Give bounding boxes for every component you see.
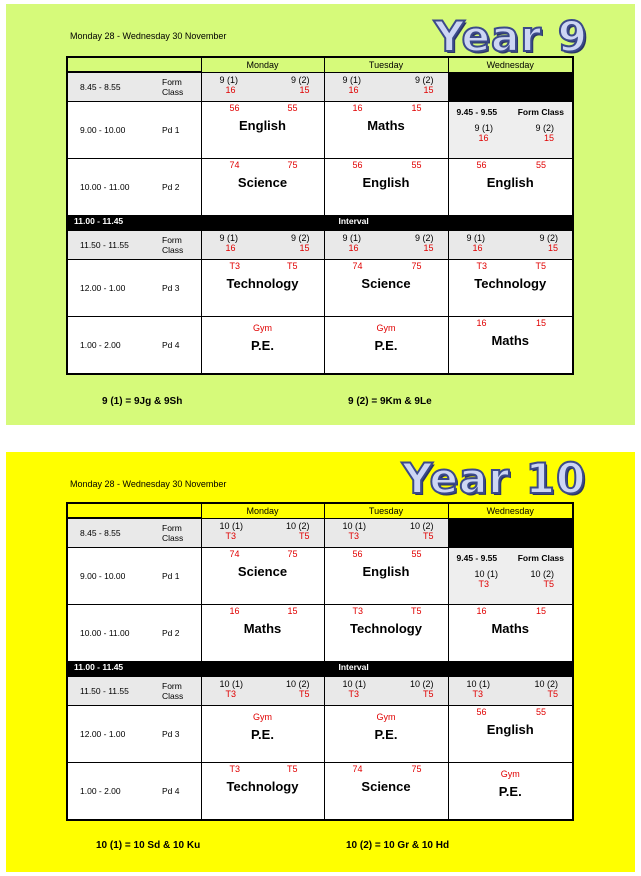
subject: English	[486, 722, 534, 737]
room-b: 15	[535, 318, 546, 328]
subject: Maths	[491, 333, 530, 348]
table-row	[67, 231, 573, 260]
subject: Science	[237, 564, 288, 579]
room-a: T3	[225, 689, 237, 699]
timetable	[66, 56, 574, 375]
period-name: Pd 2	[162, 628, 180, 638]
room-a: 16	[476, 606, 487, 616]
room-a: T3	[229, 261, 241, 271]
timetable	[66, 502, 574, 821]
form-class-cell	[325, 231, 448, 253]
room-a: 56	[229, 103, 240, 113]
room-row	[202, 605, 324, 616]
room-b: 55	[411, 160, 422, 170]
subject: Maths	[491, 621, 530, 636]
room-b: T5	[535, 261, 546, 271]
form-class-cell	[449, 677, 573, 699]
form-group-a: 10 (1)	[219, 679, 244, 689]
form-group-b: 9 (2)	[535, 123, 554, 133]
room-row	[325, 763, 448, 774]
interval-row	[67, 662, 573, 677]
room-a: T3	[229, 764, 241, 774]
room-b: T5	[286, 261, 298, 271]
period-name: Pd 4	[162, 340, 180, 350]
form-class-cell	[202, 73, 324, 95]
period-name: Pd 1	[162, 571, 180, 581]
period-name: Pd 4	[162, 786, 180, 796]
room-row	[449, 706, 573, 717]
table-row	[67, 548, 573, 605]
subject: Technology	[474, 276, 547, 291]
room-a: T3	[478, 579, 490, 589]
room-row	[449, 605, 573, 616]
blacked-out-cell	[448, 518, 573, 548]
form-group-b: 10 (2)	[285, 520, 310, 531]
period-name: Pd 2	[162, 182, 180, 192]
group-legend-2: 9 (2) = 9Km & 9Le	[348, 396, 432, 407]
room: Gym	[376, 323, 396, 333]
room-a: 74	[352, 764, 363, 774]
room-a: 74	[229, 549, 240, 559]
subject: English	[362, 564, 410, 579]
form-group-b: 10 (2)	[409, 679, 434, 689]
room-row	[325, 317, 448, 333]
row-label	[68, 605, 201, 661]
room-a: 16	[472, 243, 483, 253]
subject: Science	[361, 276, 411, 291]
room-b: 15	[299, 243, 310, 253]
form-class-cell	[202, 519, 324, 541]
form-group-a: 9 (1)	[342, 233, 362, 243]
period-time: 8.45 - 8.55	[80, 528, 121, 538]
row-label	[68, 231, 201, 259]
subject: P.E.	[498, 784, 522, 799]
table-row	[67, 763, 573, 821]
room-row	[202, 706, 324, 722]
form-group-a: 10 (1)	[219, 520, 244, 531]
period-name: Form Class	[162, 77, 184, 97]
group-legend-1: 9 (1) = 9Jg & 9Sh	[102, 396, 183, 407]
form-group-b: 10 (2)	[530, 569, 554, 579]
form-class-time: 9.45 - 9.55	[456, 107, 498, 117]
period-name: Pd 3	[162, 729, 180, 739]
room-row	[325, 260, 448, 271]
room-b: 75	[411, 764, 422, 774]
room-a: 56	[476, 707, 487, 717]
form-group-b: 9 (2)	[539, 233, 558, 243]
room-b: 15	[411, 103, 422, 113]
room-a: 16	[352, 103, 363, 113]
subject: Maths	[243, 621, 282, 636]
room-b: 15	[423, 84, 434, 95]
interval-row	[67, 216, 573, 231]
subject: P.E.	[374, 338, 398, 353]
interval-label: Interval	[324, 216, 448, 231]
room-row	[449, 317, 573, 328]
room-a: 56	[352, 549, 363, 559]
room-row	[202, 260, 324, 271]
wednesday-form-class	[449, 548, 573, 589]
table-row	[67, 72, 573, 102]
row-label	[68, 706, 201, 762]
room-a: 16	[348, 243, 359, 253]
room-b: T5	[410, 606, 422, 616]
form-class-cell	[325, 677, 448, 699]
room-row	[202, 159, 324, 170]
room-row	[325, 605, 448, 616]
row-label	[68, 519, 201, 547]
subject: P.E.	[251, 727, 274, 742]
room: Gym	[253, 323, 272, 333]
subject: Technology	[226, 779, 299, 794]
room-a: 16	[478, 133, 489, 143]
room-b: 15	[547, 243, 558, 253]
row-label	[68, 763, 201, 819]
room-a: 74	[352, 261, 363, 271]
room-a: 16	[225, 84, 236, 95]
room-a: 74	[229, 160, 240, 170]
period-time: 8.45 - 8.55	[80, 82, 121, 92]
form-group-b: 9 (2)	[290, 74, 310, 85]
room-b: T5	[298, 530, 310, 541]
room-b: 75	[287, 549, 298, 559]
corner-cell	[67, 57, 201, 72]
room-row	[325, 159, 448, 170]
day-header-row	[67, 503, 573, 518]
room-row	[449, 260, 573, 271]
period-time: 9.00 - 10.00	[80, 571, 126, 581]
room-a: T3	[472, 689, 484, 699]
form-class-time: 9.45 - 9.55	[456, 553, 498, 563]
year9-panel	[6, 4, 635, 425]
form-group-a: 9 (1)	[219, 233, 239, 243]
form-group-b: 10 (2)	[534, 679, 558, 689]
day-tuesday: Tuesday	[324, 503, 448, 518]
table-row	[67, 706, 573, 763]
table-row	[67, 605, 573, 662]
room-a: 16	[476, 318, 487, 328]
period-time: 12.00 - 1.00	[80, 283, 126, 293]
form-class-cell	[202, 231, 324, 253]
room-b: 55	[535, 707, 546, 717]
subject: Technology	[226, 276, 299, 291]
form-class-cell	[202, 677, 324, 699]
subject: Technology	[350, 621, 422, 636]
day-tuesday: Tuesday	[324, 57, 448, 72]
room-a: T3	[476, 261, 488, 271]
subject: P.E.	[374, 727, 398, 742]
row-label	[68, 102, 201, 158]
period-name: Pd 1	[162, 125, 180, 135]
room-row	[325, 548, 448, 559]
subject: English	[362, 175, 410, 190]
room-b: T5	[422, 689, 434, 699]
form-class-cell	[449, 231, 573, 253]
period-name: Form Class	[162, 235, 184, 255]
table-row	[67, 518, 573, 548]
form-group-b: 9 (2)	[414, 74, 434, 85]
day-header-row	[67, 57, 573, 72]
room: Gym	[253, 712, 272, 722]
table-row	[67, 260, 573, 317]
year10-panel	[6, 452, 635, 872]
group-legend-2: 10 (2) = 10 Gr & 10 Hd	[346, 840, 450, 851]
period-name: Form Class	[162, 523, 184, 543]
room-a: T3	[348, 689, 360, 699]
room-b: 75	[287, 160, 298, 170]
room-row	[202, 548, 324, 559]
interval-label: Interval	[324, 662, 448, 677]
room-b: 15	[543, 133, 554, 143]
form-group-a: 10 (1)	[466, 679, 491, 689]
form-group-a: 9 (1)	[342, 74, 362, 85]
room-a: 16	[225, 243, 236, 253]
row-label	[68, 677, 201, 705]
corner-cell	[67, 503, 201, 518]
room-b: 15	[423, 243, 434, 253]
row-label	[68, 260, 201, 316]
room: Gym	[376, 712, 396, 722]
room-b: T5	[543, 579, 554, 589]
day-wednesday: Wednesday	[448, 503, 573, 518]
room-b: 55	[411, 549, 422, 559]
date-range: Monday 28 - Wednesday 30 November	[70, 479, 227, 489]
form-group-a: 9 (1)	[219, 74, 239, 85]
form-class-label: Form Class	[517, 107, 564, 117]
period-time: 11.50 - 11.55	[80, 686, 129, 696]
subject: English	[486, 175, 534, 190]
room-b: T5	[422, 530, 434, 541]
period-name: Pd 3	[162, 283, 180, 293]
interval-time: 11.00 - 11.45	[67, 216, 201, 231]
room-b: 15	[287, 606, 298, 616]
row-label	[68, 317, 201, 373]
year-logo: Year 9	[434, 12, 588, 61]
group-legend-1: 10 (1) = 10 Sd & 10 Ku	[96, 840, 201, 851]
form-group-b: 10 (2)	[285, 679, 310, 689]
room-b: T5	[298, 689, 310, 699]
day-monday: Monday	[201, 57, 324, 72]
form-group-b: 9 (2)	[414, 233, 434, 243]
room-row	[449, 159, 573, 170]
room-a: T3	[225, 530, 237, 541]
room-b: 15	[299, 84, 310, 95]
subject: P.E.	[251, 338, 274, 353]
period-time: 9.00 - 10.00	[80, 125, 126, 135]
table-row	[67, 317, 573, 375]
day-wednesday: Wednesday	[448, 57, 573, 72]
room-row	[202, 102, 324, 113]
form-group-a: 9 (1)	[466, 233, 486, 243]
room-b: T5	[286, 764, 298, 774]
period-time: 10.00 - 11.00	[80, 628, 130, 638]
interval-time: 11.00 - 11.45	[67, 662, 201, 677]
form-group-a: 9 (1)	[474, 123, 494, 133]
period-time: 10.00 - 11.00	[80, 182, 130, 192]
subject: Science	[361, 779, 411, 794]
form-class-cell	[325, 519, 448, 541]
room-b: 55	[535, 160, 546, 170]
period-time: 11.50 - 11.55	[80, 240, 129, 250]
subject: Maths	[367, 118, 405, 133]
room-b: 15	[535, 606, 546, 616]
form-class-label: Form Class	[517, 553, 564, 563]
room-a: 56	[352, 160, 363, 170]
row-label	[68, 73, 201, 101]
date-range: Monday 28 - Wednesday 30 November	[70, 31, 227, 41]
row-label	[68, 159, 201, 215]
room-a: 16	[348, 84, 359, 95]
room: Gym	[500, 769, 520, 779]
room-row	[325, 102, 448, 113]
table-row	[67, 102, 573, 159]
form-group-a: 10 (1)	[342, 679, 367, 689]
period-time: 1.00 - 2.00	[80, 340, 121, 350]
room-a: 16	[229, 606, 240, 616]
room-a: T3	[352, 606, 364, 616]
wednesday-form-class	[449, 102, 573, 143]
year-logo: Year 10	[402, 454, 587, 503]
table-row	[67, 159, 573, 216]
room-a: 56	[476, 160, 487, 170]
form-group-a: 10 (1)	[342, 520, 367, 531]
room-row	[449, 763, 573, 779]
form-group-a: 10 (1)	[474, 569, 499, 579]
form-group-b: 10 (2)	[409, 520, 434, 531]
room-b: 75	[411, 261, 422, 271]
period-name: Form Class	[162, 681, 184, 701]
period-time: 1.00 - 2.00	[80, 786, 121, 796]
day-monday: Monday	[201, 503, 324, 518]
row-label	[68, 548, 201, 604]
subject: English	[239, 118, 286, 133]
room-a: T3	[348, 530, 360, 541]
room-b: 55	[287, 103, 298, 113]
subject: Science	[237, 175, 288, 190]
table-row	[67, 677, 573, 706]
room-row	[325, 706, 448, 722]
form-class-cell	[325, 73, 448, 95]
form-group-b: 9 (2)	[290, 233, 310, 243]
blacked-out-cell	[448, 72, 573, 102]
room-row	[202, 317, 324, 333]
period-time: 12.00 - 1.00	[80, 729, 126, 739]
room-b: T5	[547, 689, 558, 699]
room-row	[202, 763, 324, 774]
